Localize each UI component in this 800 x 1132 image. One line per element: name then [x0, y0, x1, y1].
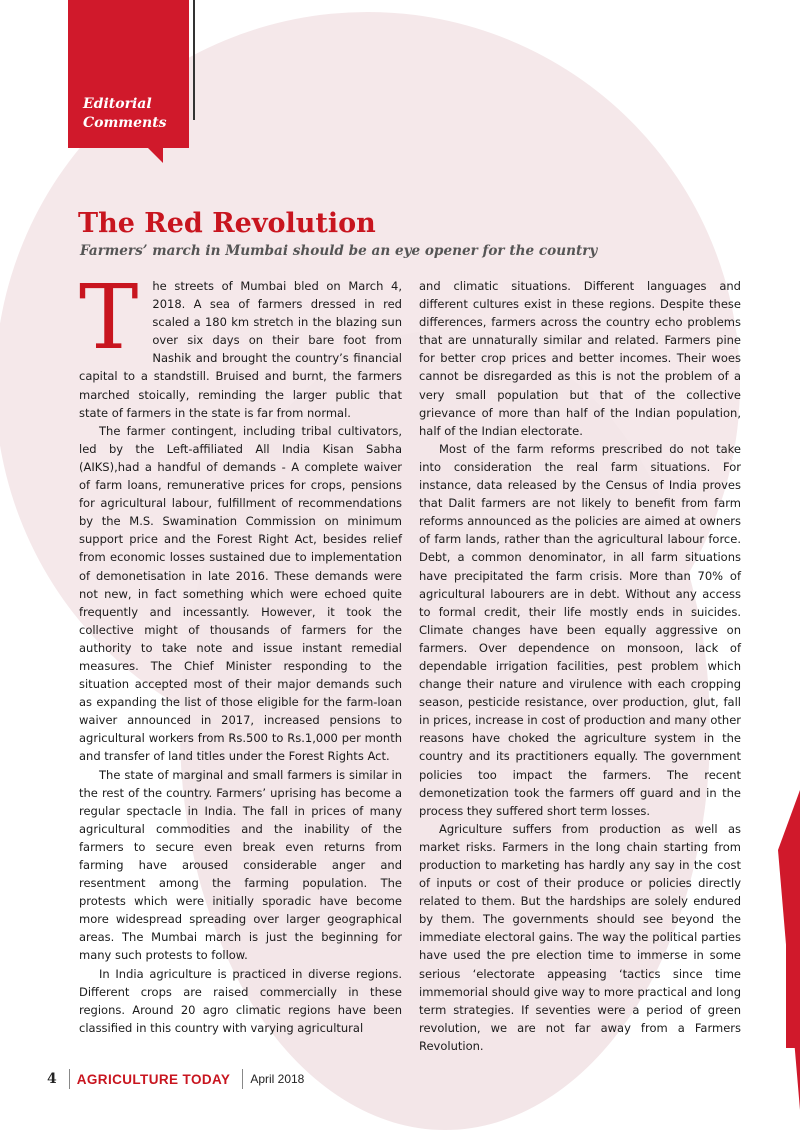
article-column-left	[79, 265, 402, 1037]
drop-cap: T	[79, 265, 139, 369]
article-column-right	[419, 277, 741, 1055]
magazine-name: AGRICULTURE TODAY	[76, 1071, 231, 1087]
article-subtitle: Farmers’ march in Mumbai should be an eye opener for the country	[80, 243, 598, 259]
paragraph: Most of the farm reforms prescribed do not take into consideration the real farm situations. For instance, data released by the Census of India proves that Dalit farmers are not likely to benefit from farm reforms announced as the policies are aimed at owners of farm lands, rather than the agricultural labour force. Debt, a common denominator, in all farm situations have precipitated the farm crisis. More than 70% of agricultural labourers are in debt. Without any access to formal credit, their life mostly ends in suicides. Climate changes have been equally aggressive on farmers. Over dependence on monsoon, lack of dependable irrigation facilities, pest problem which change their nature and virulence with each cropping season, pesticide resistance, over production, glut, fall in prices, increase in cost of production and many other reasons have choked the agriculture system in the country and its practitioners equally. The government policies too impact the farmers. The recent demonetization took the farmers off guard and in the process they suffered short term losses.	[419, 441, 741, 818]
page-footer	[47, 1068, 304, 1090]
paragraph	[79, 265, 402, 422]
divider	[69, 1069, 70, 1089]
issue-date: April 2018	[250, 1072, 305, 1086]
section-tag-line: Comments	[83, 115, 167, 131]
paragraph: In India agriculture is practiced in diverse regions. Different crops are raised commercially in these regions. Around 20 agro climatic regions have been classified in this country with varying agricultural	[79, 966, 402, 1035]
paragraph-text: he streets of Mumbai bled on March 4, 2018. A sea of farmers dressed in red scaled a 180 km stretch in the blazing sun over six days on their bare foot from Nashik and brought the country’s financial capital to a standstill. Bruised and burnt, the farmers marched stoically, reminding the larger public that state of farmers in the state is far from normal.	[79, 279, 402, 420]
section-tag-pointer	[147, 147, 163, 163]
page-number: 4	[47, 1071, 57, 1087]
divider	[193, 0, 195, 120]
paragraph: and climatic situations. Different languages and different cultures exist in these regions. Despite these differences, farmers across the country echo problems that are unnaturally similar and related. Farmers pine for better crop prices and better incomes. Their woes cannot be disregarded as this is not the problem of a very small population but that of the collective grievance of more than half of the Indian population, half of the Indian electorate.	[419, 279, 741, 438]
paragraph: The farmer contingent, including tribal cultivators, led by the Left-affiliated All India Kisan Sabha (AIKS),had a handful of demands - A complete waiver of farm loans, remunerative prices for crops, pensions for agricultural labour, fulfillment of recommendations by the M.S. Swamination Commission on minimum support price and the Forest Right Act, besides relief from economic losses sustained due to implementation of demonetisation in late 2016. These demands were not new, in fact something which were echoed quite frequently and incessantly. However, it took the collective might of thousands of farmers for the authority to take note and issue instant remedial measures. The Chief Minister responding to the situation accepted most of their major demands such as expanding the list of those eligible for the farm-loan waiver announced in 2017, increased pensions to agricultural workers from Rs.500 to Rs.1,000 per month and transfer of land titles under the Forest Rights Act.	[79, 423, 402, 764]
paragraph: Agriculture suffers from production as well as market risks. Farmers in the long chain starting from production to marketing has hardly any say in the cost of inputs or cost of their produce or policies directly related to them. But the hardships are solely endured by them. The governments should see beyond the immediate electoral gains. The way the political parties have used the pre election time to immerse in some serious ‘electorate appeasing ‘tactics since time immemorial should give way to more practical and long term strategies. If seventies were a period of green revolution, we are not far away from a Farmers Revolution.	[419, 821, 741, 1053]
section-tag-line: Editorial	[83, 96, 152, 112]
edge-decoration	[786, 848, 800, 1048]
section-tag-label	[83, 95, 167, 133]
divider	[242, 1069, 243, 1089]
article-title: The Red Revolution	[78, 208, 376, 239]
paragraph: The state of marginal and small farmers is similar in the rest of the country. Farmers’ uprising has become a regular spectacle in India. The fall in prices of many agricultural commodities and the inability of the farmers to secure even break even returns from farming have aroused considerable anger and resentment among the farming population. The protests which were initially sporadic have become more widespread spreading over larger geographical areas. The Mumbai march is just the beginning for many such protests to follow.	[79, 767, 402, 963]
